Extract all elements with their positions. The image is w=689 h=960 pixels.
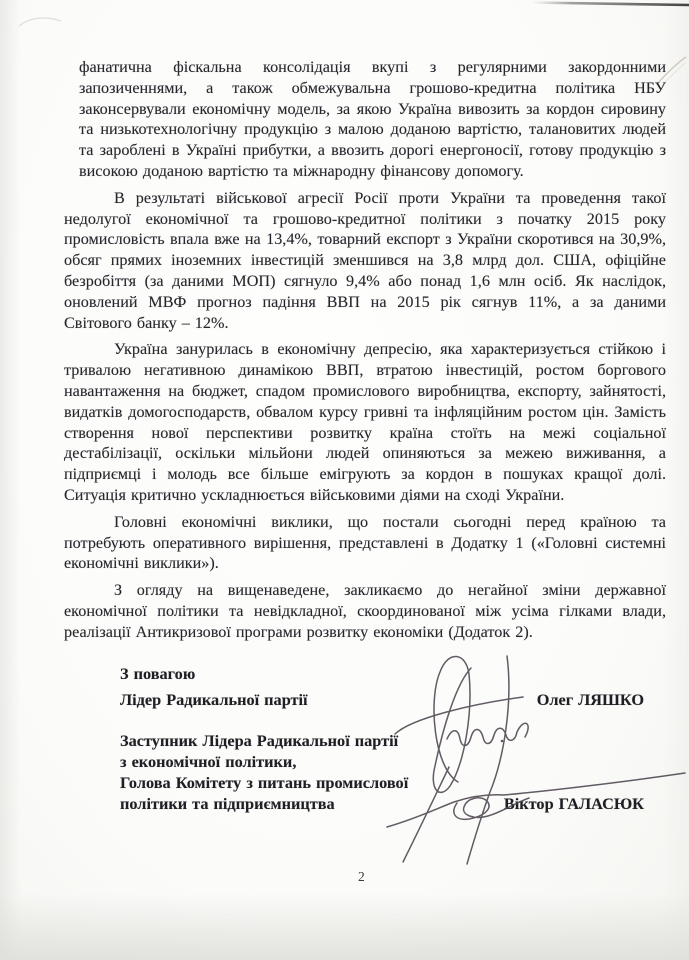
signer-title-line: Заступник Лідера Радикальної партії [120, 730, 399, 750]
signer-row-lyashko [120, 689, 666, 710]
signer-title-halasyuk [120, 730, 408, 814]
signer-title-line: Голова Комітету з питань промислової [120, 772, 409, 792]
scan-edge-artifact [0, 0, 689, 10]
signer-name-lyashko: Олег ЛЯШКО [536, 689, 644, 709]
document-body [64, 57, 666, 814]
body-paragraph-2: В результаті військової агресії Росії проти України та проведення такої недолугої економічної та грошово-кредитної політики з початку 2015 року промисловість впала вже на 13,4%, товарний експорт з України скоротився на 30,9%, обсяг прямих іноземних інвестицій зменшився на 3,8 млрд дол. США, офіційне безробіття (за даними МОП) сягнуло 9,4% або понад 1,6 млн осіб. Як наслідок, оновлений МВФ прогноз падіння ВВП на 2015 рік сягнув 11%, а за даними Світового банку – 12%. [64, 188, 666, 332]
page-number: 2 [358, 869, 365, 884]
body-paragraph-1: фанатична фіскальна консолідація вкупі з регулярними закордонними запозиченнями, а також обмежувальна грошово-кредитна політика НБУ законсервували економічну модель, за якою Україна вивозить за кордон сировину та низькотехнологічну продукцію з малою доданою вартістю, талановитих людей та зароблені в Україні прибутки, а ввозить дорогі енергоносії, готову продукцію з високою доданою вартістю та міжнародну фінансову допомогу. [79, 58, 666, 180]
signature-block [120, 663, 666, 814]
body-paragraph-4: Головні економічні виклики, що постали сьогодні перед країною та потребують оперативного вирішення, представлені в Додатку 1 («Головні системні економічні виклики»). [64, 512, 666, 573]
signer-title-line: Лідер Радикальної партії [120, 689, 308, 709]
signer-title-line: політики та підприємництва [120, 793, 335, 813]
signer-title-lyashko [120, 689, 308, 710]
body-paragraph-5: З огляду на вищенаведене, закликаємо до негайної зміни державної економічної політики та невідкладної, скоординованої між усіма гілками влади, реалізації Антикризової програми розвитку економіки (Додаток 2). [64, 581, 666, 641]
smudge-mark [16, 12, 64, 32]
signer-row-halasyuk [120, 730, 666, 814]
signer-name-halasyuk: Віктор ГАЛАСЮК [503, 793, 644, 813]
signer-title-line: з економічної політики, [120, 751, 297, 771]
closing-salutation: З повагою [120, 663, 196, 683]
body-paragraph-3: Україна занурилась в економічну депресію, яка характеризується стійкою і тривалою негативною динамікою ВВП, втратою інвестицій, ростом боргового навантаження на бюджет, спадом промислового виробництва, експорту, зайнятості, видатків домогосподарств, обвалом курсу гривні та інфляційним ростом цін. Замість створення нової перспективи розвитку країна стоїть на межі соціальної дестабілізації, оскільки мільйони людей опиняються за межею виживання, а підприємці і молодь все більше емігрують за кордон в пошуках кращої долі. Ситуація критично ускладнюється військовими діями на сході України. [64, 340, 666, 504]
